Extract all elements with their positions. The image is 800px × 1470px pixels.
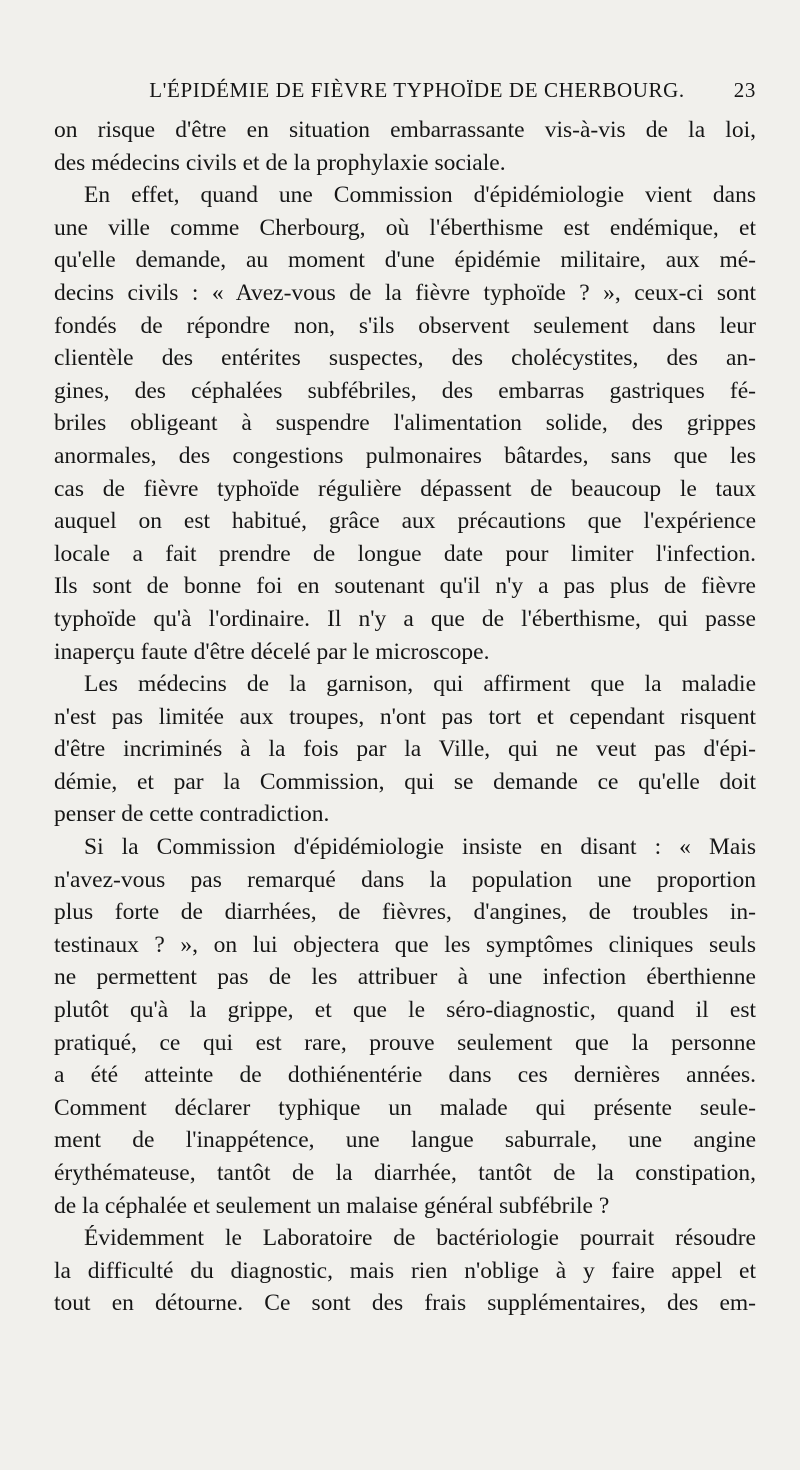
text-line: anormales, des congestions pulmonaires bâtardes, sans que les: [54, 442, 756, 469]
text-line: n'avez-vous pas remarqué dans la population une proportion: [54, 866, 756, 893]
text-line: la difficulté du diagnostic, mais rien n'oblige à y faire appel et: [54, 1257, 756, 1284]
text-line: Si la Commission d'épidémiologie insiste en disant : « Mais: [84, 834, 756, 861]
text-line: En effet, quand une Commission d'épidémiologie vient dans: [84, 182, 756, 209]
text-line: plus forte de diarrhées, de fièvres, d'angines, de troubles in-: [54, 899, 756, 926]
text-line: tout en détourne. Ce sont des frais supplémentaires, des em-: [54, 1290, 756, 1317]
text-line: Évidemment le Laboratoire de bactériologie pourrait résoudre: [84, 1225, 756, 1252]
text-line: n'est pas limitée aux troupes, n'ont pas tort et cependant risquent: [54, 703, 756, 730]
running-head: [54, 78, 756, 110]
text-line: clientèle des entérites suspectes, des cholécystites, des an-: [54, 345, 756, 372]
text-line: pratiqué, ce qui est rare, prouve seulement que la personne: [54, 1029, 756, 1056]
text-line: typhoïde qu'à l'ordinaire. Il n'y a que de l'éberthisme, qui passe: [54, 605, 756, 632]
text-line: ment de l'inappétence, une langue saburrale, une angine: [54, 1127, 756, 1154]
text-line: auquel on est habitué, grâce aux précautions que l'expérience: [54, 508, 756, 535]
text-line: locale a fait prendre de longue date pour limiter l'infection.: [54, 540, 756, 567]
text-line: penser de cette contradiction.: [54, 801, 330, 828]
body-text: [54, 114, 756, 1320]
text-line: qu'elle demande, au moment d'une épidémie militaire, aux mé-: [54, 247, 756, 274]
text-line: ne permettent pas de les attribuer à une infection éberthienne: [54, 964, 756, 991]
text-line: Les médecins de la garnison, qui affirment que la maladie: [84, 671, 756, 698]
text-line: decins civils : « Avez-vous de la fièvre typhoïde ? », ceux-ci sont: [54, 279, 756, 306]
text-line: d'être incriminés à la fois par la Ville, qui ne veut pas d'épi-: [54, 736, 756, 763]
text-line: a été atteinte de dothiénentérie dans ces dernières années.: [54, 1062, 756, 1089]
text-line: démie, et par la Commission, qui se demande ce qu'elle doit: [54, 768, 756, 795]
text-line: de la céphalée et seulement un malaise général subfébrile ?: [54, 1192, 610, 1219]
text-line: Ils sont de bonne foi en soutenant qu'il n'y a pas plus de fièvre: [54, 573, 756, 600]
text-line: des médecins civils et de la prophylaxie sociale.: [54, 149, 506, 176]
text-line: inaperçu faute d'être décelé par le microscope.: [54, 638, 490, 665]
text-line: on risque d'être en situation embarrassante vis-à-vis de la loi,: [54, 117, 756, 143]
running-title: L'ÉPIDÉMIE DE FIÈVRE TYPHOÏDE DE CHERBOURG.: [149, 78, 685, 102]
text-line: testinaux ? », on lui objectera que les symptômes cliniques seuls: [54, 931, 756, 958]
text-line: gines, des céphalées subfébriles, des embarras gastriques fé-: [54, 377, 756, 404]
text-line: une ville comme Cherbourg, où l'éberthisme est endémique, et: [54, 214, 756, 241]
text-line: Comment déclarer typhique un malade qui présente seule-: [54, 1094, 756, 1121]
text-line: érythémateuse, tantôt de la diarrhée, tantôt de la constipation,: [54, 1160, 756, 1186]
text-line: briles obligeant à suspendre l'alimentation solide, des grippes: [54, 410, 756, 437]
text-line: fondés de répondre non, s'ils observent seulement dans leur: [54, 312, 756, 339]
page-number: 23: [733, 78, 756, 102]
text-line: plutôt qu'à la grippe, et que le séro-diagnostic, quand il est: [54, 997, 756, 1024]
text-line: cas de fièvre typhoïde régulière dépassent de beaucoup le taux: [54, 475, 756, 502]
